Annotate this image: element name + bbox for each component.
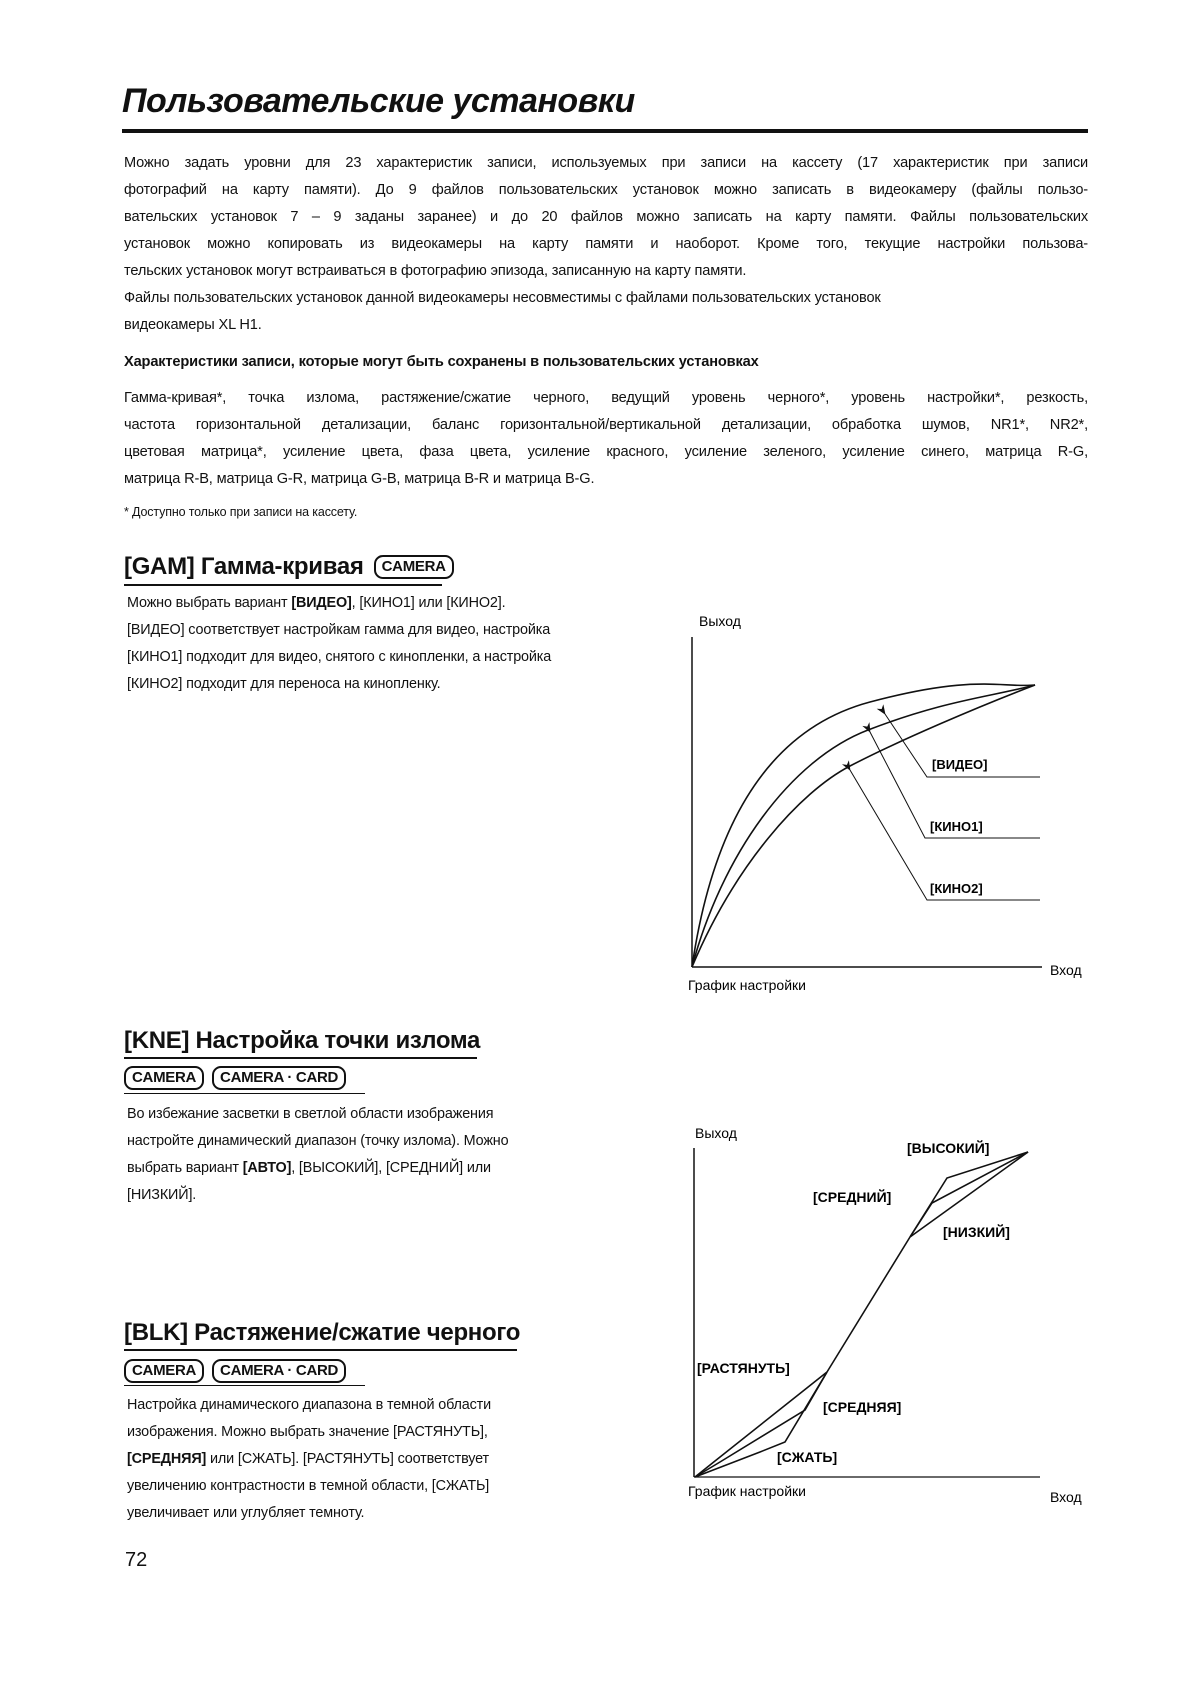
kne-heading: [KNE] Настройка точки излома: [124, 1027, 481, 1054]
text-segment: увеличению контрастности в темной области, [СЖАТЬ]: [127, 1478, 490, 1494]
text-segment: увеличивает или углубляет темноту.: [127, 1505, 365, 1521]
cine2-curve: [692, 685, 1035, 967]
cine1-curve: [692, 685, 1035, 967]
gam-heading-text: [GAM] Гамма-кривая: [124, 553, 364, 580]
text-segment: [КИНО1] подходит для видео, снятого с кинопленки, а настройка: [127, 649, 552, 665]
cine2-label: [КИНО2]: [930, 881, 983, 896]
page-title: Пользовательские установки: [122, 82, 635, 120]
features-line: частота горизонтальной детализации, баланс горизонтальной/вертикальной детализации, обработка шумов, NR1*, NR2*,: [124, 417, 1088, 433]
bold-option: [ВИДЕО]: [291, 595, 352, 611]
knee-black-diagram: [688, 1125, 1082, 1505]
low-label: [НИЗКИЙ]: [943, 1224, 1010, 1240]
y-axis-label: Выход: [695, 1125, 737, 1141]
intro-line: фотографий на карту памяти). До 9 файлов пользовательских установок можно записать в видеокамеру (файлы пользо-: [124, 182, 1088, 198]
text-segment: изображения. Можно выбрать значение [РАСТЯНУТЬ],: [127, 1424, 488, 1440]
text-segment: , [ВЫСОКИЙ], [СРЕДНИЙ] или: [291, 1160, 491, 1176]
intro-line: установок можно копировать из видеокамеры на карту памяти и наоборот. Кроме того, текущие настройки пользова-: [124, 236, 1088, 252]
camera-card-mode-badge: CAMERA · CARD: [212, 1359, 346, 1383]
camera-mode-badge: CAMERA: [124, 1066, 204, 1090]
text-segment: [НИЗКИЙ].: [127, 1187, 197, 1203]
video-label: [ВИДЕО]: [932, 757, 988, 772]
text-segment: выбрать вариант: [127, 1160, 243, 1176]
intro-line: Файлы пользовательских установок данной видеокамеры несовместимы с файлами пользовательских установок: [124, 290, 881, 306]
video-curve: [692, 684, 1035, 967]
blk-heading: [BLK] Растяжение/сжатие черного: [124, 1319, 521, 1346]
features-subheading: Характеристики записи, которые могут быть сохранены в пользовательских установках: [124, 354, 759, 370]
page-number: 72: [125, 1549, 148, 1571]
press-label: [СЖАТЬ]: [777, 1449, 838, 1465]
text-segment: Во избежание засветки в светлой области изображения: [127, 1106, 494, 1122]
text-segment: Настройка динамического диапазона в темной области: [127, 1397, 491, 1413]
text-segment: настройте динамический диапазон (точку излома). Можно: [127, 1133, 509, 1149]
y-axis-label: Выход: [699, 613, 741, 629]
x-axis-label: Вход: [1050, 1489, 1082, 1505]
intro-line: Можно задать уровни для 23 характеристик записи, используемых при записи на кассету (17 характеристик при записи: [124, 155, 1088, 171]
main-line: [827, 1237, 910, 1372]
intro-line: тельских установок могут встраиваться в фотографию эпизода, записанную на карту памяти.: [124, 263, 747, 279]
origin-label: График настройки: [688, 977, 806, 993]
footnote: * Доступно только при записи на кассету.: [124, 505, 358, 519]
intro-line: видеокамеры XL H1.: [124, 317, 262, 333]
text-segment: Можно выбрать вариант: [127, 595, 292, 611]
text-segment: [КИНО2] подходит для переноса на кинопленку.: [127, 676, 441, 692]
bold-option: [СРЕДНЯЯ]: [127, 1451, 207, 1467]
camera-card-mode-badge: CAMERA · CARD: [212, 1066, 346, 1090]
camera-mode-badge: CAMERA: [124, 1359, 204, 1383]
intro-line: вательских установок 7 – 9 заданы заранее) и до 20 файлов можно записать на карту памяти. Файлы пользовательских: [124, 209, 1088, 225]
x-axis-label: Вход: [1050, 962, 1082, 978]
features-line: цветовая матрица*, усиление цвета, фаза цвета, усиление красного, усиление зеленого, усиление синего, матрица R-G,: [124, 444, 1088, 460]
middle-knee-label: [СРЕДНИЙ]: [813, 1189, 892, 1205]
origin-label: График настройки: [688, 1483, 806, 1499]
features-line: Гамма-кривая*, точка излома, растяжение/сжатие черного, ведущий уровень черного*, уровень настройки*, резкость,: [124, 390, 1088, 406]
features-line: матрица R-B, матрица G-R, матрица G-B, матрица B-R и матрица B-G.: [124, 471, 595, 487]
gamma-curve-diagram: [688, 613, 1082, 993]
cine1-label: [КИНО1]: [930, 819, 983, 834]
text-segment: или [СЖАТЬ]. [РАСТЯНУТЬ] соответствует: [206, 1451, 489, 1467]
camera-mode-badge: CAMERA: [374, 555, 454, 579]
stretch-label: [РАСТЯНУТЬ]: [697, 1360, 790, 1376]
high-label: [ВЫСОКИЙ]: [907, 1140, 990, 1156]
bold-option: [АВТО]: [242, 1160, 292, 1176]
text-segment: , [КИНО1] или [КИНО2].: [351, 595, 506, 611]
text-segment: [ВИДЕО] соответствует настройкам гамма для видео, настройка: [127, 622, 551, 638]
middle-black-label: [СРЕДНЯЯ]: [823, 1399, 902, 1415]
